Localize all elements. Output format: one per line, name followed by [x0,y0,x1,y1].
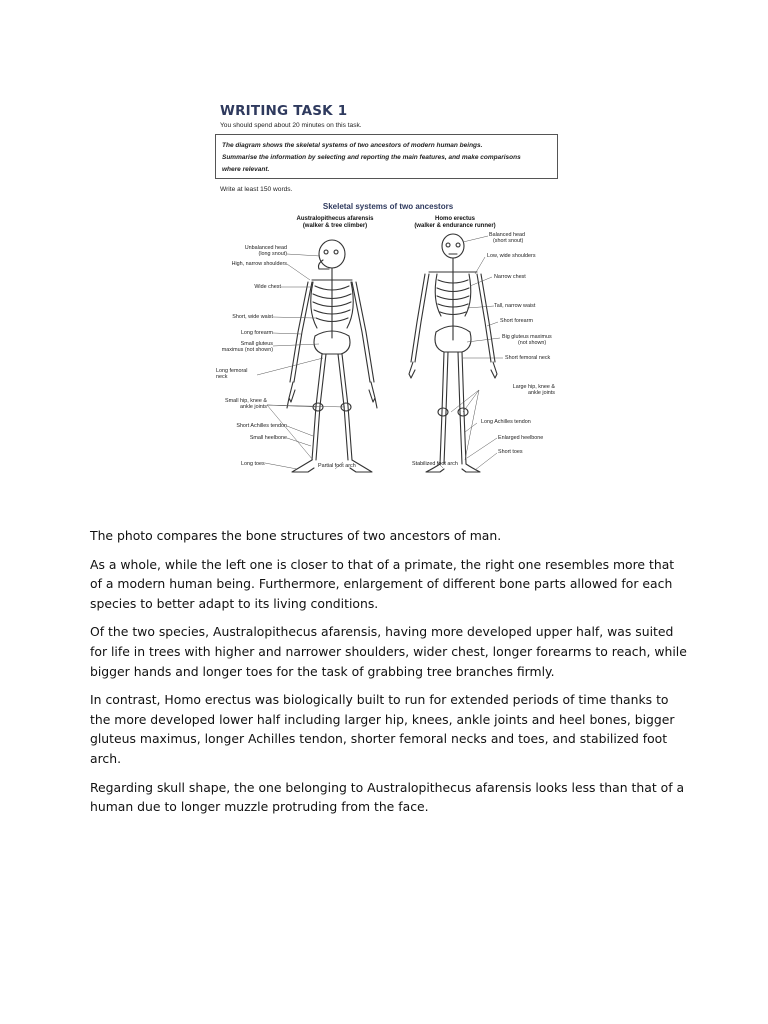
label-text: maximus (not shown) [221,347,273,353]
left-label-gluteus [205,341,273,353]
diagram-title: Skeletal systems of two ancestors [322,202,454,211]
essay-paragraph: The photo compares the bone structures of two ancestors of man. [90,528,502,543]
left-label-achilles: Short Achilles tendon [236,423,287,429]
right-label-heel: Enlarged heelbone [498,435,544,441]
writing-task-image [205,96,571,484]
label-text: ankle joints [528,390,555,396]
left-label-toes: Long toes [241,461,265,467]
left-species-name: Australopithecus afarensis [296,216,374,222]
essay-paragraph: Of the two species, Australopithecus afarensis, having more developed upper half, was suited for life in trees with higher and narrower shoulders, wider chest, longer forearms to reach, while bigger hands and longer toes for the task of grabbing tree branches firmly. [90,624,687,679]
right-label-chest: Narrow chest [494,274,526,280]
right-label-femoral: Short femoral neck [505,355,551,361]
label-text: Long femoral [216,368,248,374]
right-label-forearm: Short forearm [500,318,533,324]
essay-paragraph: Regarding skull shape, the one belonging to Australopithecus afarensis looks less than that of a human due to longer muzzle protruding from the face. [90,779,685,815]
label-text: Balanced head [489,232,525,238]
right-species-name: Homo erectus [434,216,475,222]
label-text: ankle joints [240,404,267,410]
left-skeleton-illustration [287,240,377,472]
label-text: Unbalanced head [244,245,287,251]
task-title: WRITING TASK 1 [220,103,348,119]
right-label-waist: Tall, narrow waist [494,303,536,309]
right-species-note: (walker & endurance runner) [414,223,496,229]
right-label-joints [495,384,555,396]
left-species-note: (walker & tree climber) [302,223,368,229]
left-label-chest: Wide chest [254,284,281,290]
right-skeleton-illustration [409,234,497,472]
task-prompt-line: The diagram shows the skeletal systems of two ancestors of modern human beings. [222,142,483,149]
left-label-forearm: Long forearm [240,330,273,336]
left-label-femoral [216,368,247,380]
label-text: Small hip, knee & [225,398,267,404]
task-prompt-line: where relevant. [222,166,270,173]
label-text: Big gluteus maximus [502,334,552,340]
task-time-note: You should spend about 20 minutes on this task. [220,122,362,129]
essay-text [90,526,690,826]
right-label-shoulders: Low, wide shoulders [487,253,536,259]
left-label-arch: Partial foot arch [318,463,356,469]
left-label-heel: Small heelbone [249,435,287,441]
left-label-shoulders: High, narrow shoulders [231,261,287,267]
right-label-gluteus [502,334,552,346]
right-label-arch: Stabilized foot arch [412,461,458,467]
right-label-achilles: Long Achilles tendon [481,419,531,425]
label-text: Large hip, knee & [512,384,555,390]
label-text: neck [216,374,228,380]
task-prompt-line: Summarise the information by selecting and reporting the main features, and make comparisons [222,154,521,161]
left-label-head [225,245,287,257]
essay-paragraph: As a whole, while the left one is closer to that of a primate, the right one resembles more that of a modern human being. Furthermore, enlargement of different bone parts allowed for each species to better adapt to its living conditions. [90,556,675,611]
left-label-waist: Short, wide waist [232,314,273,320]
right-label-toes: Short toes [498,449,523,455]
essay-paragraph: In contrast, Homo erectus was biologically built to run for extended periods of time thanks to the more developed lower half including larger hip, knees, ankle joints and heel bones, bigger gluteus maximus, longer Achilles tendon, shorter femoral necks and toes, and stabilized foot arch. [90,692,675,766]
label-text: (long snout) [258,251,287,257]
label-text: (short snout) [493,238,524,244]
task-word-note: Write at least 150 words. [220,186,293,193]
left-label-joints [205,398,267,410]
label-text: (not shown) [518,340,547,346]
right-label-head [489,232,525,244]
label-text: Small gluteus [240,341,273,347]
